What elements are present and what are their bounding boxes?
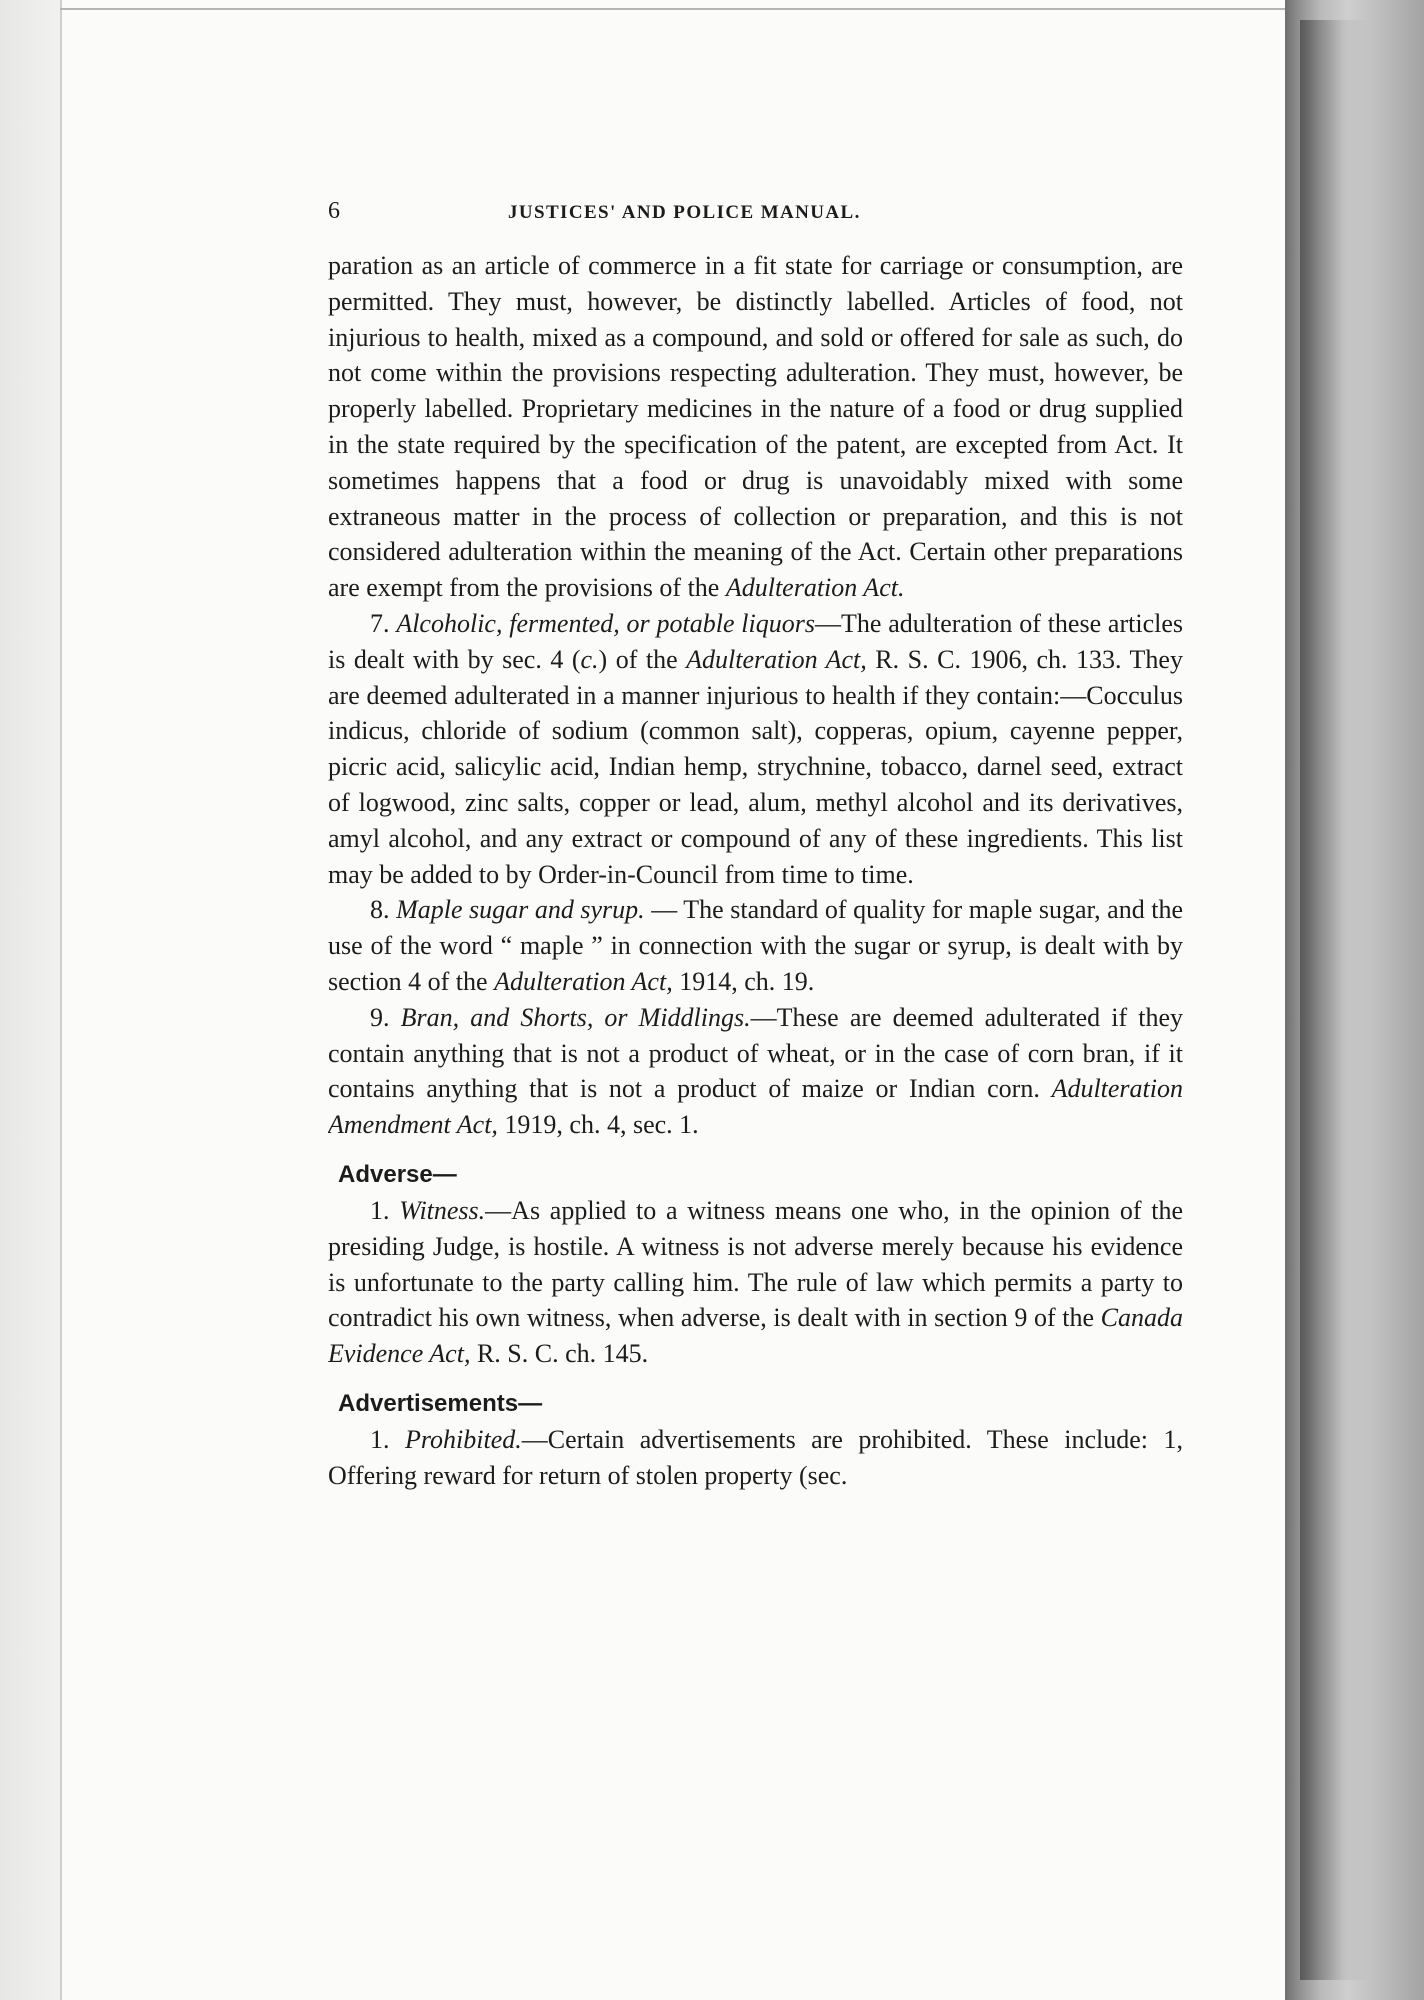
subsection-ref: c.: [580, 644, 599, 674]
item-number: 1.: [370, 1424, 390, 1454]
page-text-block: [328, 198, 1183, 1798]
item-title: Alcoholic, fermented, or potable liquors: [396, 608, 815, 638]
running-head: [328, 198, 1183, 242]
paragraph-text: paration as an article of commerce in a fit state for carriage or consumption, are permitted. They must, however, be distinctly labelled. Articles of food, not injurious to health, mixed as a compound, and sold or offered for sale as such, do not come within the provisions respecting adulteration. They must, however, be properly labelled. Proprietary medicines in the nature of a food or drug supplied in the state required by the specification of the patent, are excepted from Act. It sometimes happens that a food or drug is unavoidably mixed with some extraneous matter in the process of collection or preparation, and this is not considered adulteration within the meaning of the Act. Certain other preparations are exempt from the provisions of the: [328, 251, 1183, 603]
act-name-italic: Adulteration Act.: [725, 573, 905, 603]
item-number: 9.: [370, 1002, 390, 1032]
paragraph-text: 1914, ch. 19.: [672, 966, 815, 996]
paragraph-text: —The adulteration of these articles is dealt with by sec. 4 (: [328, 608, 1183, 674]
paragraph-text: R. S. C. 1906, ch. 133. They are deemed adulterated in a manner injurious to health if they contain:—Cocculus indicus, chloride of sodium (common salt), copperas, opium, cayenne pepper, picric acid, salicylic acid, Indian hemp, strychnine, tobacco, darnel seed, extract of logwood, zinc salts, copper or lead, alum, methyl alcohol and its derivatives, amyl alcohol, and any extract or compound of any of these ingredients. This list may be added to by Order-in-Council from time to time.: [328, 644, 1183, 889]
act-name-italic: Canada Evidence Act,: [328, 1303, 1183, 1369]
top-edge-rule: [60, 8, 1290, 10]
act-name-italic: Adulteration Act,: [494, 966, 673, 996]
item-number: 8.: [370, 895, 390, 925]
item-number: 1.: [370, 1195, 390, 1225]
paragraph-item-7: [328, 606, 1183, 892]
page-left-margin: [0, 0, 60, 2000]
paragraph-advertisements-1: [328, 1422, 1183, 1494]
act-name-italic: Adulteration Act,: [686, 644, 867, 674]
item-title: Bran, and Shorts, or Middlings.: [400, 1002, 751, 1032]
paragraph-continuation: [328, 248, 1183, 606]
paragraph-text: — The standard of quality for maple sugar, and the use of the word “ maple ” in connection with the sugar or syrup, is dealt with by section 4 of the: [328, 895, 1183, 996]
paragraph-item-9: [328, 1000, 1183, 1143]
paragraph-text: —These are deemed adulterated if they contain anything that is not a product of wheat, or in the case of corn bran, if it contains anything that is not a product of maize or Indian corn.: [328, 1002, 1183, 1104]
paragraph-text: —As applied to a witness means one who, in the opinion of the presiding Judge, is hostile. A witness is not adverse merely because his evidence is unfortunate to the party calling him. The rule of law which permits a party to contradict his own witness, when adverse, is dealt with in section 9 of the: [328, 1195, 1183, 1333]
paragraph-text: R. S. C. ch. 145.: [470, 1339, 649, 1369]
running-title: JUSTICES' AND POLICE MANUAL.: [508, 202, 861, 223]
paragraph-text: ) of the: [598, 644, 687, 674]
paragraph-adverse-1: [328, 1193, 1183, 1372]
page-number: 6: [328, 198, 340, 224]
item-title: Prohibited.: [404, 1424, 522, 1454]
act-name-italic: Adulteration Amendment Act,: [328, 1074, 1183, 1140]
paragraph-item-8: [328, 892, 1183, 999]
item-title: Maple sugar and syrup.: [396, 895, 645, 925]
item-number: 7.: [370, 608, 390, 638]
section-heading-adverse: Adverse—: [338, 1160, 457, 1188]
binding-gutter-shadow: [1300, 20, 1370, 1980]
item-title: Witness.: [399, 1195, 486, 1225]
paragraph-text: 1919, ch. 4, sec. 1.: [497, 1110, 699, 1140]
paragraph-text: —Certain advertisements are prohibited. These include: 1, Offering reward for return of stolen property (sec.: [328, 1424, 1183, 1490]
section-heading-advertisements: Advertisements—: [338, 1389, 543, 1417]
